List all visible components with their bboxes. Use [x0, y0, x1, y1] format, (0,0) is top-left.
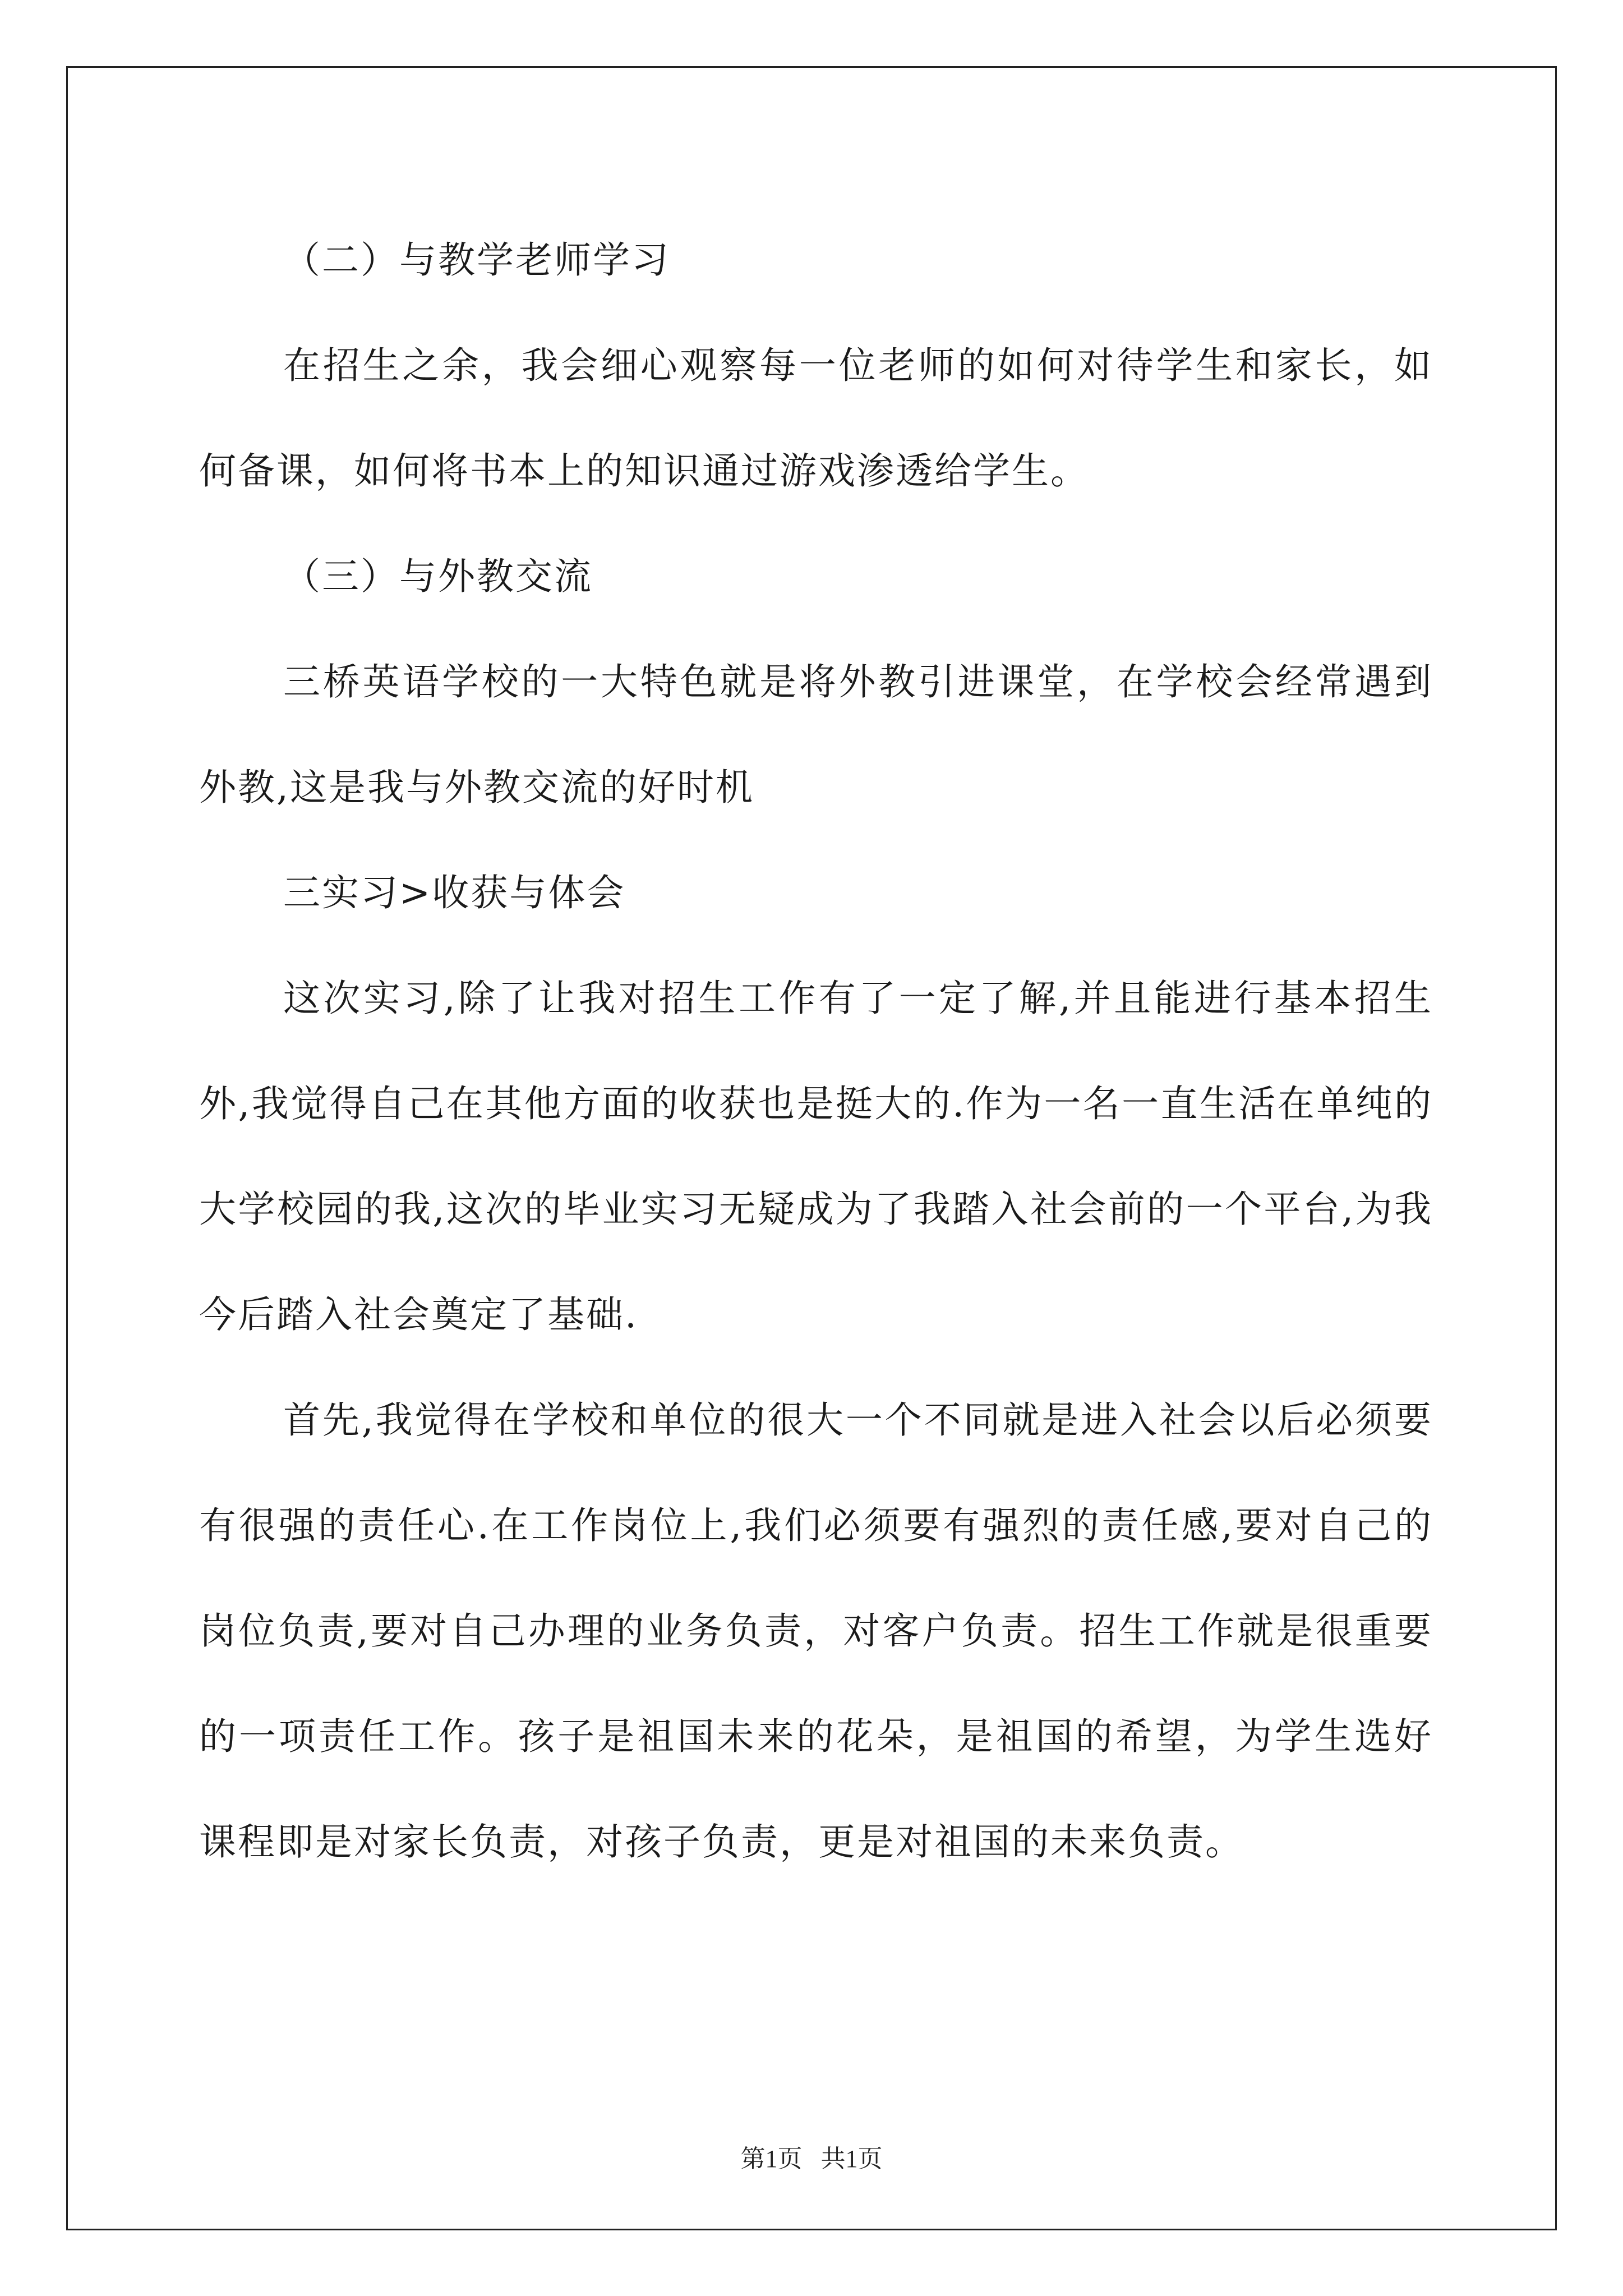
page-number: 第1页 共1页	[740, 2145, 883, 2173]
document-body	[199, 208, 1433, 1895]
heading-foreign-teachers: （三）与外教交流	[283, 555, 593, 598]
paragraph-observe-teachers: 在招生之余，我会细心观察每一位老师的如何对待学生和家长，如何备课，如何将书本上的知识通过游戏渗透给学生。	[199, 344, 1433, 493]
paragraph-internship-harvest: 这次实习,除了让我对招生工作有了一定了解,并且能进行基本招生外,我觉得自己在其他方面的收获也是挺大的.作为一名一直生活在单纯的大学校园的我,这次的毕业实习无疑成为了我踏入社会前的一个平台,为我今后踏入社会奠定了基础.	[199, 977, 1433, 1336]
heading-learn-from-teachers: （二）与教学老师学习	[283, 238, 670, 282]
paragraph-responsibility: 首先,我觉得在学校和单位的很大一个不同就是进入社会以后必须要有很强的责任心.在工作岗位上,我们必须要有强烈的责任感,要对自己的岗位负责,要对自己办理的业务负责，对客户负责。招生工作就是很重要的一项责任工作。孩子是祖国未来的花朵，是祖国的希望，为学生选好课程即是对家长负责，对孩子负责，更是对祖国的未来负责。	[199, 1398, 1433, 1864]
heading-harvest: 三实习>收获与体会	[283, 871, 626, 914]
paragraph-foreign-teachers: 三桥英语学校的一大特色就是将外教引进课堂，在学校会经常遇到外教,这是我与外教交流的好时机	[199, 660, 1433, 809]
